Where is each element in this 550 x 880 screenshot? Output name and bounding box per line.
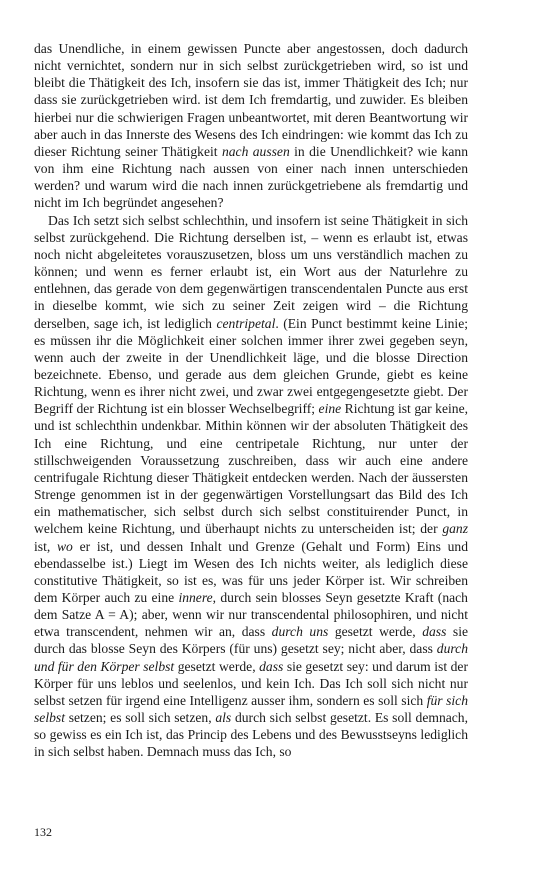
text-run: Das Ich setzt sich selbst schlechthin, und insofern ist seine Thätigkeit in sich selbst zurückgehend. Die Richtung derselben ist, – wenn es erlaubt ist, etwas noch nicht abgeleitetes vorauszusetzen, bloss um uns verständlich machen zu können; und wenn es ferner erlaubt ist, ein Wort aus der Naturlehre zu entlehnen, das gerade von dem gegenwärtigen transcendentalen Puncte aus erst in dieselbe kommt, wie sich zu seiner Zeit zeigen wird – die Richtung derselben, sage ich, ist lediglich: [34, 212, 468, 331]
paragraph: [34, 212, 468, 761]
italic-text: durch und für den Körper selbst: [34, 641, 468, 674]
text-run: in die Unendlichkeit? wie kann von ihm eine Richtung nach aussen von einer nach innen unterschieden werden? und warum wird die nach innen zurückgetriebene als fremdartig und nicht im Ich begründet angesehen?: [34, 143, 468, 211]
page-body: [34, 40, 468, 761]
italic-text: innere: [178, 590, 213, 605]
italic-text: als: [215, 710, 232, 726]
italic-text: durch uns: [271, 624, 329, 640]
text-run: setzen; es soll sich setzen,: [64, 710, 216, 726]
italic-text: wo: [56, 538, 73, 554]
text-run: durch sich selbst gesetzt. Es soll demnach, so gewiss es ein Ich ist, das Princip des Lebens und des Bewusstseyns lediglich in sich selbst haben. Demnach muss das Ich, so: [34, 710, 468, 760]
italic-text: dass: [259, 658, 284, 674]
text-run: das Unendliche, in einem gewissen Puncte aber angestossen, doch dadurch nicht vernichtet, sondern nur in sich selbst zurückgetrieben wird, so ist und bleibt die Thätigkeit des Ich, insofern sie das ist, immer Thätigkeit des Ich; nur dass sie zurückgetrieben wird. ist dem Ich fremdartig, und zuwider. Es bleiben hierbei nur die schwierigen Fragen unbeantwortet, mit deren Beantwortung wir aber auch in das Innerste des Wesens des Ich eindringen: wie kommt das Ich zu dieser Richtung seiner Thätigkeit: [34, 41, 468, 159]
text-run: sie gesetzt sey: und darum ist der Körper für uns leblos und seelenlos, und kein Ich. Das Ich soll sich nicht nur selbst setzen für irgend eine Intelligenz ausser ihm, sondern es soll sich: [34, 658, 468, 708]
italic-text: nach aussen: [221, 143, 290, 159]
page-number: 132: [34, 825, 52, 839]
text-run: , durch sein blosses Seyn gesetzte Kraft (nach dem Satze A = A); aber, wenn wir nur transcendental philosophiren, und nicht etwa transcendent, nehmen wir an, dass: [34, 590, 468, 640]
text-run: sie durch das blosse Seyn des Körpers (für uns) gesetzt sey; nicht aber, dass: [34, 624, 469, 657]
text-run: Richtung ist gar keine, und ist schlechthin undenkbar. Mithin können wir der absoluten Thätigkeit des Ich eine Richtung, und eine centripetale Richtung, nur unter der stillschweigenden Voraussetzung zuschreiben, dass wir auch eine andere centrifugale Richtung dieser Thätigkeit entdecken werden. Nach der äussersten Strenge genommen ist in der gegenwärtigen Vorstellungsart das Bild des Ich ein mathematischer, sich selbst durch sich selbst constituirender Punct, in welchem keine Richtung, und überhaupt nichts zu unterscheiden ist; der: [34, 401, 468, 537]
paragraph: [34, 40, 468, 212]
italic-text: centripetal: [216, 315, 276, 331]
italic-text: ganz: [442, 521, 468, 537]
italic-text: für sich selbst: [34, 692, 468, 726]
text-run: gesetzt werde,: [328, 624, 423, 640]
text-run: gesetzt werde,: [174, 658, 260, 674]
italic-text: dass: [422, 624, 447, 640]
text-run: er ist, und dessen Inhalt und Grenze (Gehalt und Form) Eins und ebendasselbe ist.) Liegt im Wesen des Ich nichts weiter, als lediglich diese constitutive Thätigkeit, so ist es, was für uns jeder Körper ist. Wir schreiben dem Körper auch zu eine: [34, 538, 469, 605]
text-run: . (Ein Punct bestimmt keine Linie; es müssen ihr die Möglichkeit einer solchen immer ihrer zwei gegeben seyn, wenn auch der zweite in der Unendlichkeit läge, und die blosse Direction bezeichnete. Ebenso, und gerade aus dem gleichen Grunde, giebt es keine Richtung, wenn es ihrer nicht zwei, und zwar zwei entgegengesetzte giebt. Der Begriff der Richtung ist ein blosser Wechselbegriff;: [34, 315, 469, 417]
italic-text: eine: [318, 401, 342, 417]
text-run: ist,: [34, 538, 57, 554]
